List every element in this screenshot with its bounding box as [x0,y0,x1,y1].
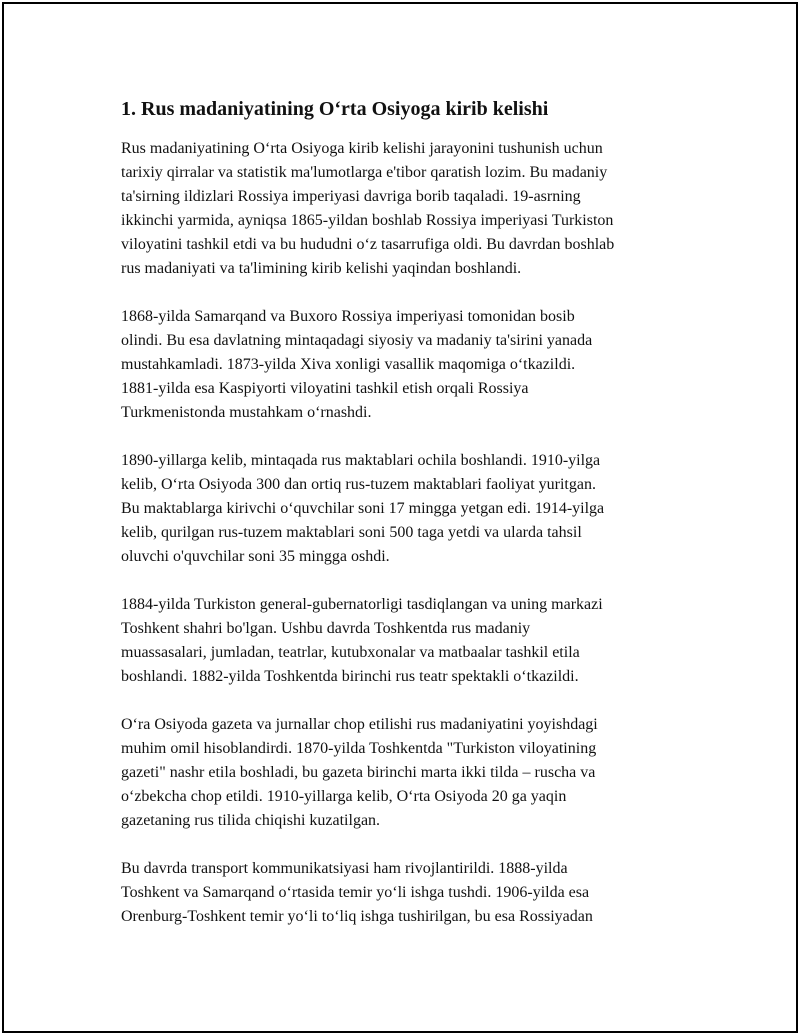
text-line: ikkinchi yarmida, ayniqsa 1865-yildan boshlab Rossiya imperiyasi Turkiston [121,212,614,229]
text-line: olindi. Bu esa davlatning mintaqadagi siyosiy va madaniy ta'sirini yanada [121,332,593,349]
text-line: Bu maktablarga kirivchi o‘quvchilar soni 17 mingga yetgan edi. 1914-yilga [121,500,605,517]
text-line: kelib, O‘rta Osiyoda 300 dan ortiq rus-tuzem maktablari faoliyat yuritgan. [121,476,596,493]
paragraph-6 [121,857,691,929]
text-line: kelib, qurilgan rus-tuzem maktablari soni 500 taga yetdi va ularda tahsil [121,524,582,541]
text-line: 1868-yilda Samarqand va Buxoro Rossiya imperiyasi tomonidan bosib [121,308,575,325]
paragraph-1 [121,137,691,281]
text-line: tarixiy qirralar va statistik ma'lumotlarga e'tibor qaratish lozim. Bu madaniy [121,164,608,181]
text-line: 1881-yilda esa Kaspiyorti viloyatini tashkil etish orqali Rossiya [121,380,529,397]
paragraph-5 [121,713,691,833]
text-line: o‘zbekcha chop etildi. 1910-yillarga kelib, O‘rta Osiyoda 20 ga yaqin [121,788,567,805]
text-line: Rus madaniyatining O‘rta Osiyoga kirib kelishi jarayonini tushunish uchun [121,140,603,157]
text-line: Toshkent va Samarqand o‘rtasida temir yo‘li ishga tushdi. 1906-yilda esa [121,884,590,901]
text-line: mustahkamladi. 1873-yilda Xiva xonligi vasallik maqomiga o‘tkazildi. [121,356,576,373]
text-line: 1884-yilda Turkiston general-gubernatorligi tasdiqlangan va uning markazi [121,596,603,613]
paragraph-2 [121,305,691,425]
text-line: viloyatini tashkil etdi va bu hududni o‘z tasarrufiga oldi. Bu davrdan boshlab [121,236,615,253]
text-line: rus madaniyati va ta'limining kirib kelishi yaqindan boshlandi. [121,260,522,277]
text-line: muassasalari, jumladan, teatrlar, kutubxonalar va matbaalar tashkil etila [121,644,580,661]
text-line: boshlandi. 1882-yilda Toshkentda birinchi rus teatr spektakli o‘tkazildi. [121,668,579,685]
text-line: muhim omil hisoblandirdi. 1870-yilda Toshkentda "Turkiston viloyatining [121,740,597,757]
text-line: gazetaning rus tilida chiqishi kuzatilgan. [121,812,381,829]
paragraph-4 [121,593,691,689]
paragraph-3 [121,449,691,569]
text-line: Toshkent shahri bo'lgan. Ushbu davrda Toshkentda rus madaniy [121,620,531,637]
text-line: Turkmenistonda mustahkam o‘rnashdi. [121,404,372,421]
text-line: 1890-yillarga kelib, mintaqada rus maktablari ochila boshlandi. 1910-yilga [121,452,601,469]
text-line: Bu davrda transport kommunikatsiyasi ham rivojlantirildi. 1888-yilda [121,860,568,877]
section-heading: 1. Rus madaniyatining O‘rta Osiyoga kirib kelishi [121,98,549,120]
text-line: Orenburg-Toshkent temir yo‘li to‘liq ishga tushirilgan, bu esa Rossiyadan [121,908,593,925]
page-frame [2,2,798,1033]
text-line: O‘ra Osiyoda gazeta va jurnallar chop etilishi rus madaniyatini yoyishdagi [121,716,598,733]
text-line: oluvchi o'quvchilar soni 35 mingga oshdi. [121,548,390,565]
text-line: ta'sirning ildizlari Rossiya imperiyasi davriga borib taqaladi. 19-asrning [121,188,581,205]
document-body [121,96,691,953]
text-line: gazeti" nashr etila boshladi, bu gazeta birinchi marta ikki tilda – ruscha va [121,764,596,781]
